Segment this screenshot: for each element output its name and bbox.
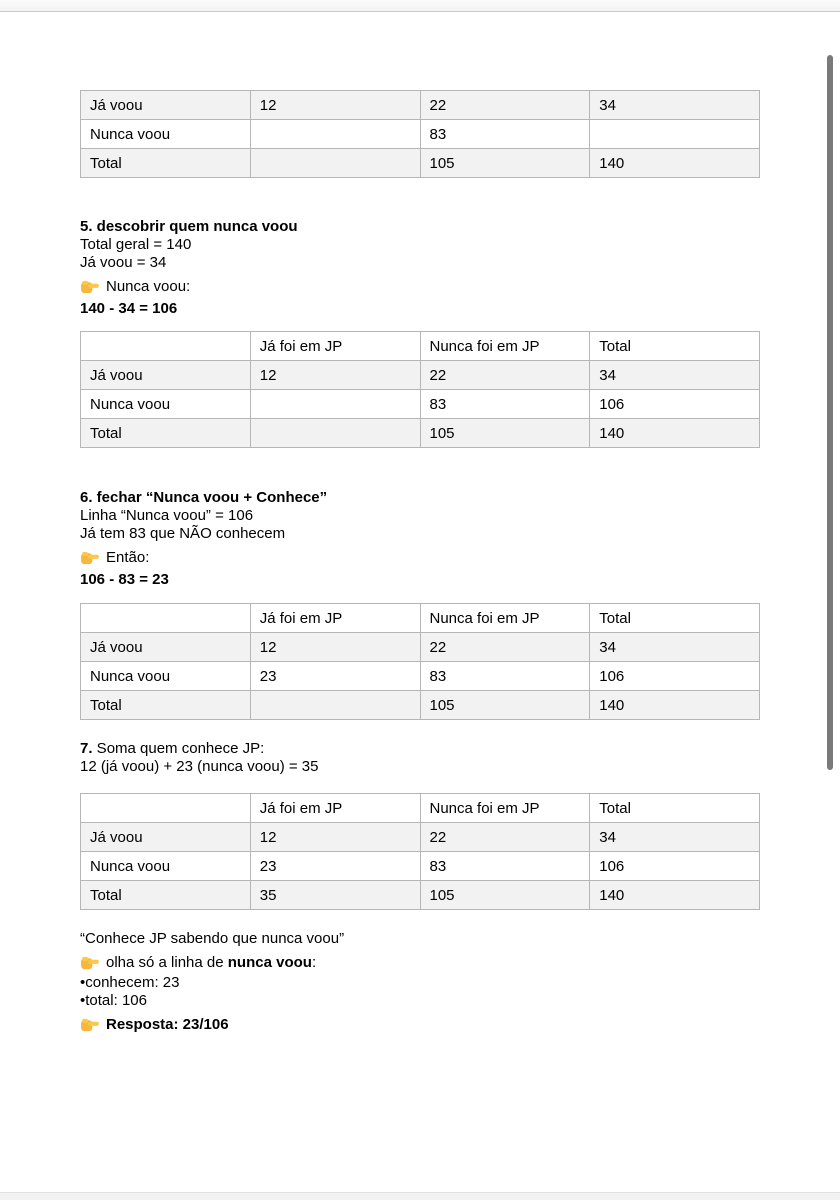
table-cell: 34 [590,633,760,662]
contingency-table-step5 [80,331,760,448]
column-header: Já foi em JP [250,604,420,633]
answer-section [80,930,760,1034]
pointing-right-icon [80,1017,100,1032]
row-label: Total [81,881,251,910]
table-header-row [81,794,760,823]
answer-pointer-suffix: : [311,954,317,971]
pointing-right-icon [80,279,100,294]
step-6-section [80,489,760,589]
column-header [81,794,251,823]
step-7-line-1: 12 (já voou) + 23 (nunca voou) = 35 [80,758,319,775]
table-row [81,390,760,419]
step-5-pointer-line [80,278,760,296]
column-header: Já foi em JP [250,794,420,823]
table-cell [590,120,760,149]
step-5-line-2: Já voou = 34 [80,254,167,271]
contingency-table-step7 [80,793,760,910]
step-7-heading [80,740,760,758]
answer-bullet-1: •conhecem: 23 [80,974,180,991]
table-row [81,120,760,149]
bottom-toolbar-edge [0,1192,840,1200]
row-label: Já voou [81,91,251,120]
row-label: Já voou [81,823,251,852]
pointing-right-icon [80,955,100,970]
column-header: Já foi em JP [250,332,420,361]
row-label: Já voou [81,361,251,390]
table-cell [250,149,420,178]
table-cell: 83 [420,852,590,881]
vertical-scrollbar-thumb[interactable] [827,55,833,770]
table-row [81,419,760,448]
answer-result-line [80,1016,760,1034]
row-label: Nunca voou [81,852,251,881]
table-cell: 140 [590,881,760,910]
table-cell: 83 [420,390,590,419]
table-cell: 12 [250,823,420,852]
table-row [81,361,760,390]
column-header: Nunca foi em JP [420,332,590,361]
column-header: Total [590,604,760,633]
table-cell: 105 [420,881,590,910]
table-cell: 105 [420,419,590,448]
answer-bullet-2: •total: 106 [80,992,147,1009]
row-label: Total [81,419,251,448]
table-cell: 34 [590,823,760,852]
table-cell: 106 [590,390,760,419]
column-header: Total [590,332,760,361]
table-cell: 22 [420,633,590,662]
step-6-pointer-line [80,549,760,567]
answer-pointer-prefix: olha só a linha de [106,954,228,971]
step-7-title: Soma quem conhece JP: [92,740,265,757]
step-6-heading: 6. fechar “Nunca voou + Conhece” [80,489,328,506]
top-toolbar-edge [0,0,840,12]
table-cell: 83 [420,120,590,149]
table-cell [250,691,420,720]
table-cell [250,390,420,419]
row-label: Nunca voou [81,120,251,149]
table-cell: 23 [250,662,420,691]
row-label: Total [81,691,251,720]
step-7-number: 7. [80,740,93,757]
table-cell: 23 [250,852,420,881]
table-row [81,91,760,120]
contingency-table-partial [80,90,760,178]
table-row [81,149,760,178]
document-content [80,90,760,1034]
step-5-pointer-text: Nunca voou: [106,278,191,295]
table-cell: 106 [590,662,760,691]
column-header: Nunca foi em JP [420,604,590,633]
table-cell: 140 [590,149,760,178]
answer-pointer-bold: nunca voou [227,954,312,971]
answer-result-text: Resposta: 23/106 [106,1016,229,1033]
table-row [81,823,760,852]
table-cell [250,419,420,448]
answer-quote: “Conhece JP sabendo que nunca voou” [80,930,345,947]
table-cell: 22 [420,823,590,852]
table-cell: 83 [420,662,590,691]
table-cell: 12 [250,633,420,662]
row-label: Nunca voou [81,390,251,419]
table-cell: 140 [590,691,760,720]
table-cell: 34 [590,361,760,390]
table-cell [250,120,420,149]
table-cell: 34 [590,91,760,120]
table-cell: 12 [250,361,420,390]
step-6-pointer-text: Então: [106,549,150,566]
step-6-line-2: Já tem 83 que NÃO conhecem [80,525,286,542]
answer-pointer-line [80,954,760,972]
table-cell: 105 [420,149,590,178]
column-header [81,332,251,361]
row-label: Nunca voou [81,662,251,691]
contingency-table-step6 [80,603,760,720]
table-cell: 140 [590,419,760,448]
table-row [81,633,760,662]
step-5-formula: 140 - 34 = 106 [80,300,178,317]
step-7-section [80,740,760,776]
pointing-right-icon [80,550,100,565]
table-header-row [81,604,760,633]
step-6-formula: 106 - 83 = 23 [80,571,169,588]
row-label: Total [81,149,251,178]
table-row [81,691,760,720]
table-cell: 22 [420,91,590,120]
table-cell: 106 [590,852,760,881]
step-6-line-1: Linha “Nunca voou” = 106 [80,507,254,524]
step-5-heading: 5. descobrir quem nunca voou [80,218,298,235]
table-header-row [81,332,760,361]
column-header: Total [590,794,760,823]
table-cell: 22 [420,361,590,390]
column-header: Nunca foi em JP [420,794,590,823]
row-label: Já voou [81,633,251,662]
table-cell: 35 [250,881,420,910]
table-row [81,881,760,910]
table-row [81,852,760,881]
step-5-line-1: Total geral = 140 [80,236,192,253]
table-cell: 12 [250,91,420,120]
table-row [81,662,760,691]
step-5-section [80,218,760,318]
table-cell: 105 [420,691,590,720]
column-header [81,604,251,633]
